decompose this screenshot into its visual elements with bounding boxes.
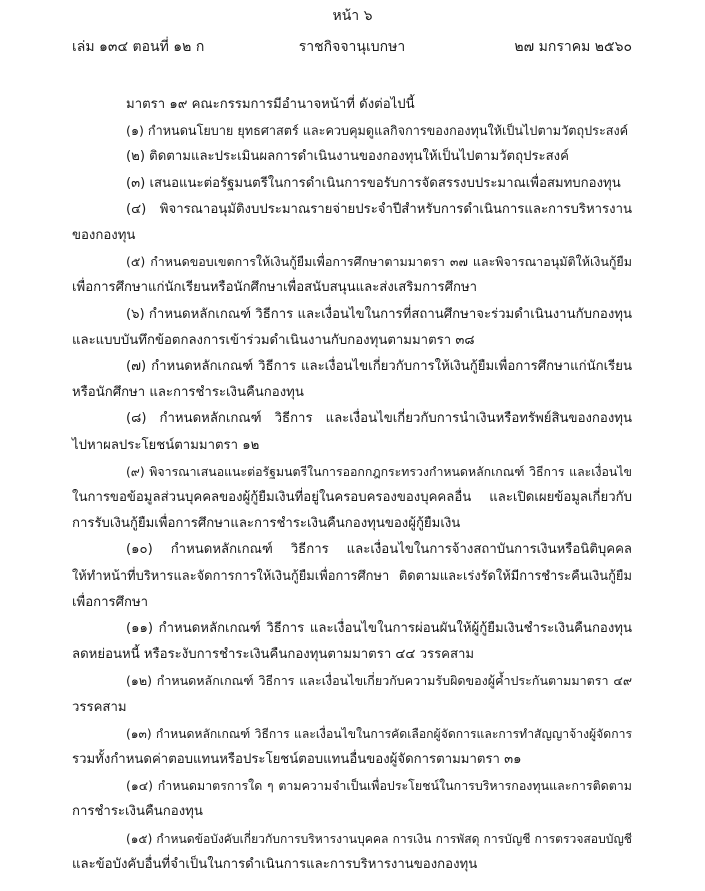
list-item: (๑๕) กำหนดข้อบังคับเกี่ยวกับการบริหารงานบุคคล การเงิน การพัสดุ การบัญชี การตรวจสอบบัญชี bbox=[126, 831, 632, 846]
list-item: (๓) เสนอแนะต่อรัฐมนตรีในการดำเนินการขอรับการจัดสรรงบประมาณเพื่อสมทบกองทุน bbox=[126, 175, 621, 191]
publication-date: ๒๗ มกราคม ๒๕๖๐ bbox=[514, 39, 632, 55]
gazette-title: ราชกิจจานุเบกษา bbox=[298, 39, 406, 55]
list-item-continuation: การชำระเงินคืนกองทุน bbox=[72, 804, 203, 820]
section-intro: มาตรา ๑๙ คณะกรรมการมีอำนาจหน้าที่ ดังต่อไปนี้ bbox=[126, 97, 415, 112]
list-item-continuation: วรรคสาม bbox=[72, 699, 127, 715]
list-item-continuation: หรือนักศึกษา และการชำระเงินคืนกองทุน bbox=[72, 385, 304, 401]
page-number: หน้า ๖ bbox=[332, 8, 373, 24]
list-item: (๑๐) กำหนดหลักเกณฑ์ วิธีการ และเงื่อนไขในการจ้างสถาบันการเงินหรือนิติบุคคล bbox=[126, 542, 632, 558]
list-item: (๕) กำหนดขอบเขตการให้เงินกู้ยืมเพื่อการศึกษาตามมาตรา ๓๗ และพิจารณาอนุมัติให้เงินกู้ยืม bbox=[126, 254, 632, 270]
list-item: (๑๓) กำหนดหลักเกณฑ์ วิธีการ และเงื่อนไขในการคัดเลือกผู้จัดการและการทำสัญญาจ้างผู้จัดการ bbox=[126, 726, 632, 741]
gazette-header bbox=[72, 36, 632, 58]
list-item: (๑) กำหนดนโยบาย ยุทธศาสตร์ และควบคุมดูแลกิจการของกองทุนให้เป็นไปตามวัตถุประสงค์ bbox=[126, 123, 629, 139]
list-item: (๑๔) กำหนดมาตรการใด ๆ ตามความจำเป็นเพื่อประโยชน์ในการบริหารกองทุนและการติดตาม bbox=[126, 778, 632, 794]
list-item-continuation: เพื่อการศึกษาแก่นักเรียนหรือนักศึกษาเพื่อสนับสนุนและส่งเสริมการศึกษา bbox=[72, 280, 478, 296]
list-item-continuation: และข้อบังคับอื่นที่จำเป็นในการดำเนินการและการบริหารงานของกองทุน bbox=[72, 856, 478, 872]
list-item-continuation: และแบบบันทึกข้อตกลงการเข้าร่วมดำเนินงานกับกองทุนตามมาตรา ๓๘ bbox=[72, 332, 475, 348]
list-item-continuation: เพื่อการศึกษา bbox=[72, 594, 149, 610]
list-item: (๖) กำหนดหลักเกณฑ์ วิธีการ และเงื่อนไขในการที่สถานศึกษาจะร่วมดำเนินงานกับกองทุน bbox=[126, 306, 632, 322]
list-item-continuation: ในการขอข้อมูลส่วนบุคคลของผู้กู้ยืมเงินที่อยู่ในครอบครองของบุคคลอื่น และเปิดเผยข้อมูลเกี่ยวกับ bbox=[72, 490, 632, 506]
list-item-continuation: การรับเงินกู้ยืมเพื่อการศึกษาและการชำระเงินคืนกองทุนของผู้กู้ยืมเงิน bbox=[72, 516, 461, 532]
list-item: (๑๒) กำหนดหลักเกณฑ์ วิธีการ และเงื่อนไขเกี่ยวกับความรับผิดของผู้ค้ำประกันตามมาตรา ๔๙ bbox=[126, 673, 632, 689]
list-item: (๔) พิจารณาอนุมัติงบประมาณรายจ่ายประจำปีสำหรับการดำเนินการและการบริหารงาน bbox=[126, 201, 632, 217]
section-body bbox=[72, 92, 632, 878]
list-item-continuation: ไปหาผลประโยชน์ตามมาตรา ๑๒ bbox=[72, 437, 260, 453]
list-item: (๒) ติดตามและประเมินผลการดำเนินงานของกองทุนให้เป็นไปตามวัตถุประสงค์ bbox=[126, 149, 569, 165]
list-item: (๑๑) กำหนดหลักเกณฑ์ วิธีการ และเงื่อนไขในการผ่อนผันให้ผู้กู้ยืมเงินชำระเงินคืนกองทุน bbox=[126, 621, 632, 637]
list-item: (๘) กำหนดหลักเกณฑ์ วิธีการ และเงื่อนไขเกี่ยวกับการนำเงินหรือทรัพย์สินของกองทุน bbox=[126, 411, 632, 427]
list-item: (๙) พิจารณาเสนอแนะต่อรัฐมนตรีในการออกกฎกระทรวงกำหนดหลักเกณฑ์ วิธีการ และเงื่อนไข bbox=[126, 464, 632, 479]
list-item-continuation: ลดหย่อนหนี้ หรือระงับการชำระเงินคืนกองทุนตามมาตรา ๔๔ วรรคสาม bbox=[72, 647, 475, 663]
list-item-continuation: ให้ทำหน้าที่บริหารและจัดการการให้เงินกู้ยืมเพื่อการศึกษา ติดตามและเร่งรัดให้มีการชำระคืนเงินกู้ยืม bbox=[72, 568, 632, 584]
list-item: (๗) กำหนดหลักเกณฑ์ วิธีการ และเงื่อนไขเกี่ยวกับการให้เงินกู้ยืมเพื่อการศึกษาแก่นักเรียน bbox=[126, 359, 632, 375]
section-items bbox=[72, 118, 632, 878]
volume-issue: เล่ม ๑๓๔ ตอนที่ ๑๒ ก bbox=[72, 39, 205, 55]
list-item-continuation: รวมทั้งกำหนดค่าตอบแทนหรือประโยชน์ตอบแทนอื่นของผู้จัดการตามมาตรา ๓๑ bbox=[72, 752, 522, 768]
list-item-continuation: ของกองทุน bbox=[72, 228, 136, 244]
